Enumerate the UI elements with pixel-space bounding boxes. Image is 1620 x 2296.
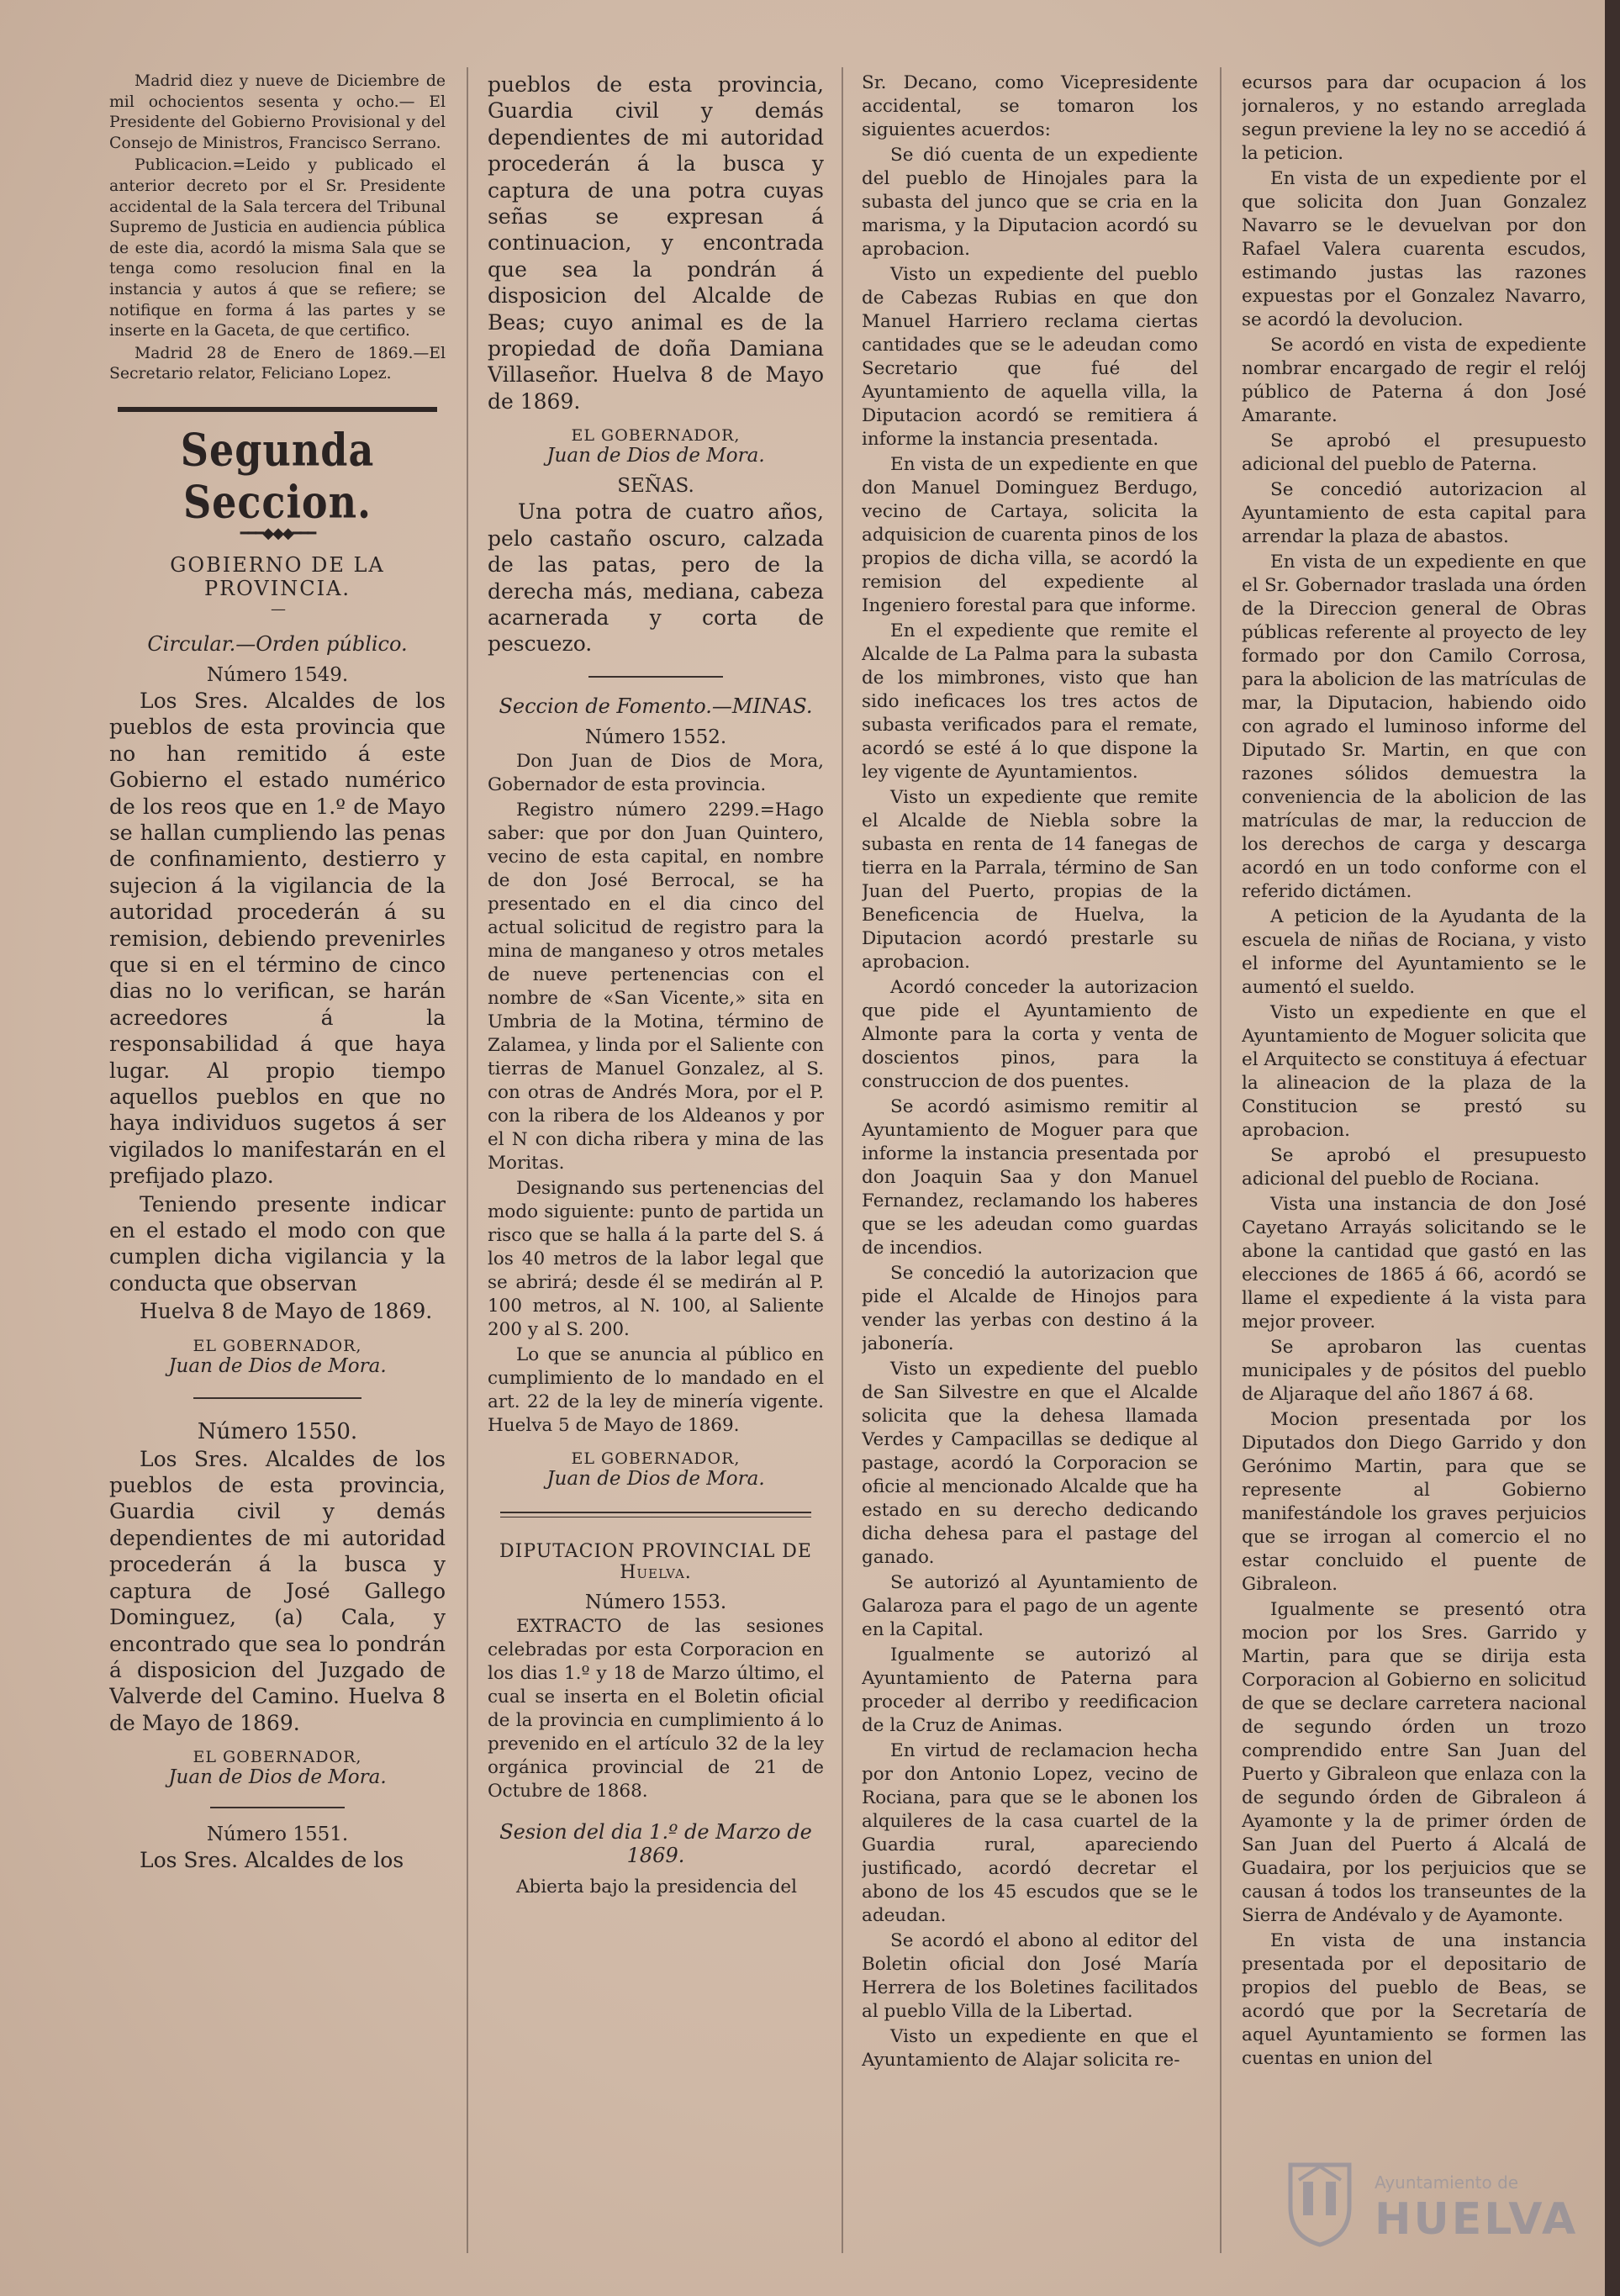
session-para: Mocion presentada por los Diputados don Diego Garrido y don Gerónimo Martin, para que se represente al Gobierno manifestándole los graves perjuicios que se irrogan al comercio el no estar concluido el puente de Gibraleon. xyxy=(1242,1409,1586,1595)
session-para: Se concedió la autorizacion que pide el Alcalde de Hinojos para vender las yerbas con destino á la jabonería. xyxy=(862,1263,1198,1354)
number-1553: Número 1553. xyxy=(584,1591,727,1613)
session-para: ecursos para dar ocupacion á los jornaleros, y no estando arreglada segun previene la ley no se accedió á la peticion. xyxy=(1242,72,1586,164)
divider xyxy=(588,676,723,678)
diputacion-heading: DIPUTACION PROVINCIAL DE Huelva. xyxy=(499,1540,812,1583)
senas-body: Una potra de cuatro años, pelo castaño oscuro, calzada de las patas, pero de la derecha más, mediana, cabeza acarnerada y corta de pescuezo. xyxy=(488,499,824,657)
notice-1549-date: Huelva 8 de Mayo de 1869. xyxy=(140,1299,433,1324)
segunda-seccion-heading: Segunda Seccion. xyxy=(180,423,375,529)
session-para: Acordó conceder la autorizacion que pide el Ayuntamiento de Almonte para la corta y venta de doscientos pinos, para la construccion de dos puentes. xyxy=(862,977,1198,1092)
session-para: Se acordó en vista de expediente nombrar encargado de regir el relój público de Paterna á don José Amarante. xyxy=(1242,335,1586,426)
session-para: En vista de un expediente en que el Sr. Gobernador traslada una órden de la Direccion general de Obras públicas referente al proyecto de ley formado por don Camilo Corrosa, para la abolicion de las matrículas de mar, la Diputacion, habiendo oido con agrado el luminoso informe del Diputado Sr. Martin, en que con razones sólidos demuestra la conveniencia de la abolicion de las matrículas de mar, la reduccion de los derechos de carga y descarga acordó en un todo conforme con el referido dictámen. xyxy=(1242,552,1586,902)
session-para: Se acordó el abono al editor del Boletin oficial don José María Herrera de los Boletines facilitados al pueblo Villa de la Libertad. xyxy=(862,1930,1198,2022)
coat-of-arms-icon xyxy=(1282,2156,1358,2249)
session-para: A peticion de la Ayudanta de la escuela de niñas de Rociana, y visto el informe del Ayuntamiento se le aumentó el sueldo. xyxy=(1242,906,1586,998)
session-para: Igualmente se presentó otra mocion por los Sres. Garrido y Martin, para que se dirija esta Corporacion al Gobierno en solicitud de que se declare carretera nacional de segundo órden un trozo comprendido entre San Juan del Puerto y Gibraleon que enlaza con la de segundo órden de Gibraleon á Ayamonte y la de primer órden de San Juan del Puerto á Alcalá de Guadaira, por los perjuicios que se causan á todos los transeuntes de la Sierra de Andévalo y de Ayamonte. xyxy=(1242,1599,1586,1926)
number-1550: Número 1550. xyxy=(197,1418,358,1444)
divider xyxy=(193,1397,361,1399)
session-para: Se aprobó el presupuesto adicional del pueblo de Paterna. xyxy=(1242,430,1586,475)
extracto-paragraph: EXTRACTO de las sesiones celebradas por esta Corporacion en los dias 1.º y 18 de Marzo último, el cual se inserta en el Boletin oficial de la provincia en cumplimiento á lo prevenido en el artículo 32 de la ley orgánica provincial de 21 de Octubre de 1868. xyxy=(488,1615,824,1802)
section-rule xyxy=(118,407,437,412)
session-para: Se aprobaron las cuentas municipales y de pósitos del pueblo de Aljaraque del año 1867 á 68. xyxy=(1242,1337,1586,1405)
number-1549: Número 1549. xyxy=(206,663,349,686)
abierta-paragraph: Abierta bajo la presidencia del xyxy=(516,1876,797,1897)
session-para: Igualmente se autorizó al Ayuntamiento de Paterna para proceder al derribo y reedificacion de la Cruz de Animas. xyxy=(862,1644,1198,1736)
session-para: Se acordó asimismo remitir al Ayuntamiento de Moguer para que informe la instancia presentada por don Joaquin Saa y don Manuel Fernandez, reclamando los haberes que se les adeudan como guardas de incendios. xyxy=(862,1096,1198,1259)
governor-name: Juan de Dios de Mora. xyxy=(168,1354,387,1377)
decree-closing: Madrid diez y nueve de Diciembre de mil ochocientos sesenta y ocho.— El Presidente del Gobierno Provisional y del Consejo de Ministros, Francisco Serrano. xyxy=(109,72,446,152)
session-para: Visto un expediente en que el Ayuntamiento de Alajar solicita re- xyxy=(862,2026,1198,2071)
governor-title: EL GOBERNADOR, xyxy=(571,1449,741,1468)
session-para: En el expediente que remite el Alcalde de La Palma para la subasta de los mimbrones, visto que han sido ineficaces los tres actos de subasta verificados para el remate, acordó se esté á lo que dispone la ley vigente de Ayuntamientos. xyxy=(862,620,1198,783)
notice-1552-pertenencias: Designando sus pertenencias del modo siguiente: punto de partida un risco que se halla á la parte del S. á los 40 metros de la labor legal que se abrirá; desde él se medirán al P. 100 metros, al N. 100, al Saliente 200 y al S. 200. xyxy=(488,1177,824,1340)
session-para: En vista de un expediente por el que solicita don Juan Gonzalez Navarro se le devuelvan por don Rafael Valera cuarenta escudos, estimando justas las razones expuestas por el Gonzalez Navarro, se acordó la devolucion. xyxy=(1242,168,1586,330)
notice-1552-registro: Registro número 2299.=Hago saber: que por don Juan Quintero, vecino de esta capital, en nombre de don José Berrocal, se ha presentado en el dia cinco del actual solicitud de registro para la mina de manganeso y otros metales de nueve pertenencias con el nombre de «San Vicente,» sita en Umbria de la Motina, término de Zalamea, y linda por el Saliente con tierras de Manuel Gonzalez, al S. con otras de Andrés Mora, por el P. con la ribera de los Aldeanos y por el N con dicha ribera y mina de las Moritas. xyxy=(488,799,824,1174)
archive-watermark xyxy=(1282,2152,1585,2253)
gobierno-heading: GOBIERNO DE LA PROVINCIA. xyxy=(170,552,385,600)
notice-1549-body: Los Sres. Alcaldes de los pueblos de esta provincia que no han remitido á este Gobierno el estado numérico de los reos que en 1.º de Mayo se hallan cumpliendo las penas de confinamiento, destierro y sujecion á la vigilancia de la autoridad procederán á su remision, debiendo prevenirles que si en el término de cinco dias no lo verifican, se harán acreedores á la responsabilidad á que haya lugar. Al propio tiempo aquellos pueblos en que no haya individuos sugetos á ser vigilados lo manifestarán en el prefijado plazo. xyxy=(109,688,446,1189)
publication-paragraph: Publicacion.=Leido y publicado el anterior decreto por el Sr. Presidente accidental de la Sala tercera del Tribunal Supremo de Justicia en audiencia pública de este dia, acordó la misma Sala que se tenga como resolucion final en la instancia y autos á que se refiere; se notifique en forma á las partes y se inserte en la Gaceta, de que certifico. xyxy=(109,156,446,340)
governor-title: EL GOBERNADOR, xyxy=(193,1748,362,1767)
column-4 xyxy=(1242,71,1586,2274)
notice-1549-body-2: Teniendo presente indicar en el estado el modo con que cumplen dicha vigilancia y la conducta que observan xyxy=(109,1191,446,1296)
session-para: Se concedió autorizacion al Ayuntamiento de esta capital para arrendar la plaza de abastos. xyxy=(1242,479,1586,547)
governor-title: EL GOBERNADOR, xyxy=(193,1336,362,1355)
circular-heading: Circular.—Orden público. xyxy=(147,631,408,656)
session-para: Se dió cuenta de un expediente del pueblo de Hinojales para la subasta del junco que se cria en la marisma, y la Diputacion acordó su aprobacion. xyxy=(862,145,1198,260)
session-para: Visto un expediente que remite el Alcalde de Niebla sobre la subasta en renta de 14 fanegas de tierra en la Parrala, término de San Juan del Puerto, propias de la Beneficencia de Huelva, la Diputacion acordó prestarle su aprobacion. xyxy=(862,787,1198,973)
column-1 xyxy=(109,71,446,2274)
session-para: En vista de una instancia presentada por el depositario de propios del pueblo de Beas, se acordó que por la Secretaría de aquel Ayuntamiento se formen las cuentas en union del xyxy=(1242,1930,1586,2069)
watermark-name: HUELVA xyxy=(1375,2194,1579,2245)
notice-1551-start: Los Sres. Alcaldes de los xyxy=(140,1848,404,1873)
fomento-heading: Seccion de Fomento.—MINAS. xyxy=(499,694,813,718)
session-para: Visto un expediente del pueblo de Cabezas Rubias en que don Manuel Harriero reclama ciertas cantidades que se le adeudan como Secretario que fué del Ayuntamiento de aquella villa, la Diputacion acordó se remitiera á informe la instancia presentada. xyxy=(862,264,1198,450)
session-para: Se autorizó al Ayuntamiento de Galaroza para el pago de un agente en la Capital. xyxy=(862,1572,1198,1640)
watermark-label: Ayuntamiento de xyxy=(1375,2172,1519,2193)
page-edge-shadow xyxy=(1605,0,1620,2296)
number-1552: Número 1552. xyxy=(584,726,727,748)
number-1551: Número 1551. xyxy=(206,1824,349,1846)
session-para: Se aprobó el presupuesto adicional del pueblo de Rociana. xyxy=(1242,1145,1586,1190)
column-rule-3 xyxy=(1220,67,1222,2253)
column-rule-1 xyxy=(467,67,468,2253)
session-para: En vista de un expediente en que don Manuel Dominguez Berdugo, vecino de Cartaya, solicita la adquisicion de cuarenta pinos de los propios de dicha villa, se acordó la remision del expediente al Ingeniero forestal para que informe. xyxy=(862,454,1198,616)
session-para: Visto un expediente en que el Ayuntamiento de Moguer solicita que el Arquitecto se constituya á efectuar la alineacion de la plaza de la Constitucion se prestó su aprobacion. xyxy=(1242,1002,1586,1141)
senas-heading: SEÑAS. xyxy=(617,475,694,498)
ornament-divider: ━━━◆◆◆━━━ xyxy=(240,524,315,542)
short-dash: — xyxy=(271,599,284,618)
double-rule xyxy=(500,1512,811,1517)
notice-1551-continued: pueblos de esta provincia, Guardia civil y demás dependientes de mi autoridad procederán á la busca y captura de una potra cuyas señas se expresan á continuacion, y encontrada que sea la pondrán á disposicion del Alcalde de Beas; cuyo animal es de la propiedad de doña Damiana Villaseñor. Huelva 8 de Mayo de 1869. xyxy=(488,72,824,414)
session-para: En virtud de reclamacion hecha por don Antonio Lopez, vecino de Rociana, para que se le abonen los alquileres de la casa cuartel de la Guardia rural, apareciendo justificado, acordó decretar el abono de los 45 escudos que se le adeudan. xyxy=(862,1740,1198,1926)
governor-name: Juan de Dios de Mora. xyxy=(546,445,765,467)
governor-title: EL GOBERNADOR, xyxy=(571,426,741,446)
governor-name: Juan de Dios de Mora. xyxy=(546,1467,765,1490)
column-2 xyxy=(488,71,824,2274)
notice-1550-body: Los Sres. Alcaldes de los pueblos de esta provincia, Guardia civil y demás dependientes de mi autoridad procederán á la busca y captura de José Gallego Dominguez, (a) Cala, y encontrado que sea lo pondrán á disposicion del Juzgado de Valverde del Camino. Huelva 8 de Mayo de 1869. xyxy=(109,1446,446,1735)
notice-1552-intro: Don Juan de Dios de Mora, Gobernador de esta provincia. xyxy=(488,750,824,795)
session-para: Sr. Decano, como Vicepresidente accidental, se tomaron los siguientes acuerdos: xyxy=(862,72,1198,140)
governor-name: Juan de Dios de Mora. xyxy=(168,1766,387,1789)
notice-1552-closing: Lo que se anuncia al público en cumplimiento de lo mandado en el art. 22 de la ley de minería vigente. Huelva 5 de Mayo de 1869. xyxy=(488,1343,824,1436)
divider xyxy=(210,1807,345,1808)
column-rule-2 xyxy=(842,67,843,2253)
session-para: Visto un expediente del pueblo de San Silvestre en que el Alcalde solicita que la dehesa llamada Verdes y Campacillas se dedique al pastage, acordó la Corporacion se oficie al mencionado Alcalde que ha estado en su derecho dedicando dicha dehesa para el pastage del ganado. xyxy=(862,1359,1198,1568)
session-para: Vista una instancia de don José Cayetano Arrayás solicitando se le abone la cantidad que gastó en las elecciones de 1865 á 66, acordó se llame el expediente á la vista para mejor proveer. xyxy=(1242,1194,1586,1333)
column-3 xyxy=(862,71,1198,2274)
madrid-date: Madrid 28 de Enero de 1869.—El Secretario relator, Feliciano Lopez. xyxy=(109,344,446,383)
sesion-heading: Sesion del dia 1.º de Marzo de 1869. xyxy=(499,1819,812,1867)
